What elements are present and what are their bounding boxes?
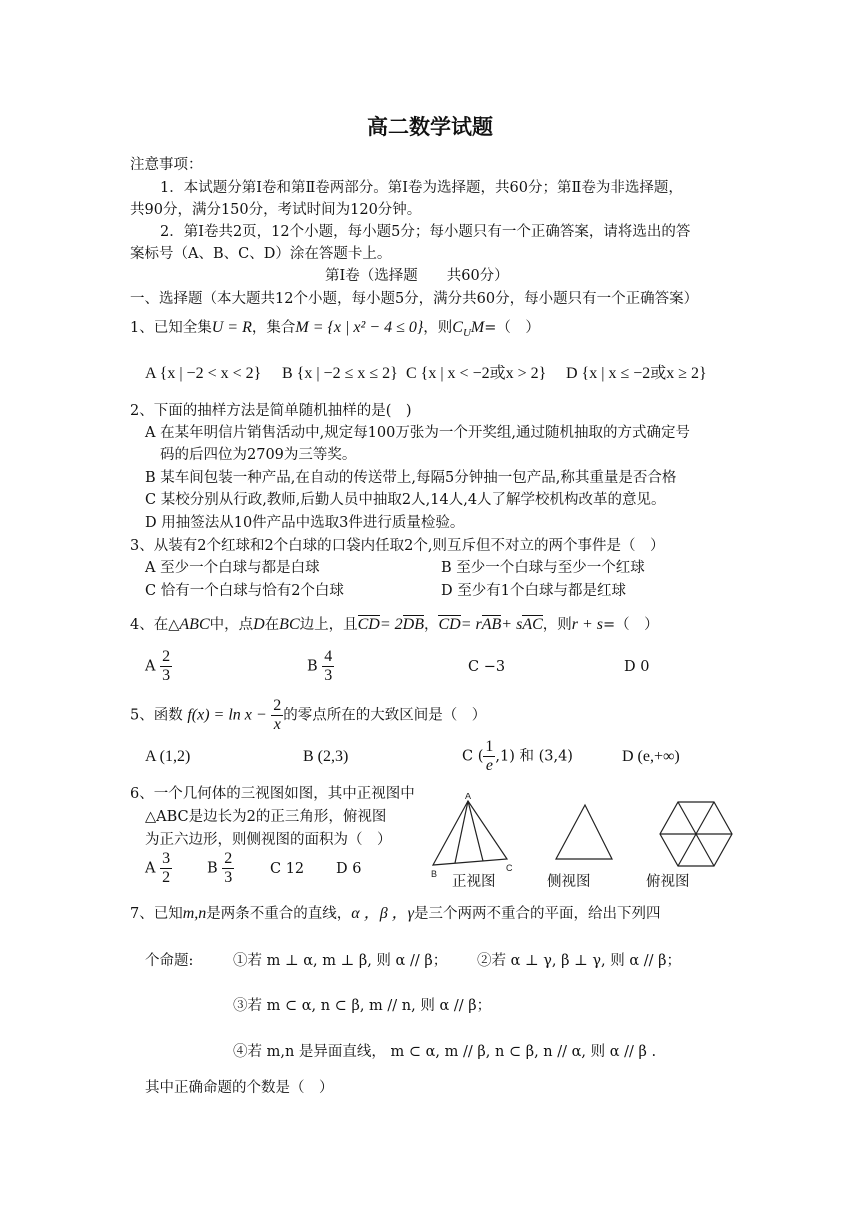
q4-bc: BC [279,616,300,633]
question-2-stem: 2、下面的抽样方法是简单随机抽样的是( ) [130,403,412,419]
q6-a-den: 2 [162,869,171,886]
q4-vec-cd2: CD [438,616,461,633]
q1-set-m: M = {x | x² − 4 ≤ 0} [295,319,424,336]
q4-t6: =（ ） [603,617,659,633]
q4-d: D [253,616,265,633]
notice-item-1-cont: 共90分，满分150分，考试时间为120分钟。 [130,202,422,218]
q6-option-a [145,850,172,887]
q5-c-label: C ( [462,748,484,765]
q5-option-c [462,738,573,775]
q7-t1: 7、已知 [130,906,183,922]
q7-propositions-label: 个命题: [145,953,194,969]
q4-a-num: 2 [162,648,171,665]
q5-den: x [273,716,281,733]
q5-c-den: e [485,757,493,774]
q2-option-a: A 在某年明信片销售活动中,规定每100万张为一个开奖组,通过随机抽取的方式确定号 [145,425,690,441]
q2-option-d: D 用抽签法从10件产品中选取3件进行质量检验。 [145,515,465,531]
front-view-diagram [433,801,507,865]
front-view-caption: 正视图 [452,874,496,890]
q6-a-label: A [145,860,156,877]
q6-option-b [207,850,234,887]
q5-num: 2 [273,697,282,714]
q4-t1: 4、在△ [130,617,180,633]
q1-complement: C [452,319,463,336]
question-3-stem: 3、从装有2个红球和2个白球的口袋内任取2个,则互斥但不对立的两个事件是（ ） [130,538,665,554]
q2-option-a-cont: 码的后四位为2709为三等奖。 [160,447,357,463]
q1-option-b: B {x | −2 ≤ x ≤ 2} [282,365,398,382]
q7-question: 其中正确命题的个数是（ ） [145,1080,334,1096]
q7-proposition-1: ①若 m ⊥ α, m ⊥ β, 则 α // β； [233,953,448,969]
q6-b-frac [222,850,234,887]
q7-proposition-4: ④若 m,n 是异面直线， m ⊂ α, m // β, n ⊂ β, n // α, 则 α // β . [233,1044,657,1060]
q6-a-num: 3 [162,850,171,867]
q1-option-c: C {x | x < −2或x > 2} [406,365,547,382]
q4-t5: ，则 [542,617,572,633]
q7-t3: 是三个两两不重合的平面，给出下列四 [413,906,661,922]
q4-plus: + s [501,616,523,633]
question-6-line-2: △ABC是边长为2的正三角形，俯视图 [145,809,387,825]
point-b-label: B [431,869,438,879]
q1-option-a: A {x | −2 < x < 2} [145,365,262,382]
q5-option-a: A (1,2) [145,748,191,765]
side-view-caption: 侧视图 [547,874,591,890]
q5-c-num: 1 [485,738,494,755]
q7-proposition-3: ③若 m ⊂ α, n ⊂ β, m // n, 则 α // β； [233,998,492,1014]
q6-a-frac [160,850,172,887]
question-5-stem [130,697,486,734]
section-heading: 一、选择题（本大题共12个小题，每小题5分，满分共60分，每小题只有一个正确答案） [130,291,699,307]
notice-item-2: 2．第Ⅰ卷共2页，12个小题，每小题5分；每小题只有一个正确答案，请将选出的答 [160,224,691,240]
q1-text-a: 1、已知全集 [130,320,212,336]
q1-text-g: =（ ） [484,320,540,336]
q1-option-d: D {x | x ≤ −2或x ≥ 2} [566,365,707,382]
q3-option-b: B 至少一个白球与至少一个红球 [441,560,645,576]
q4-option-a [145,648,172,685]
q4-t3: 在 [264,617,280,633]
q7-proposition-2: ②若 α ⊥ γ, β ⊥ γ, 则 α // β； [477,953,682,969]
q5-option-d: D (e,+∞) [622,748,680,765]
q7-planes: α ，β ，γ [351,905,414,922]
q4-vec-db: DB [402,616,424,633]
q5-c-frac [483,738,495,775]
q3-option-d: D 至少有1个白球与都是红球 [441,583,626,599]
q4-b-label: B [307,658,318,675]
question-4-stem [130,615,659,635]
q3-option-c: C 恰有一个白球与恰有2个白球 [145,583,344,599]
q2-option-c: C 某校分别从行政,教师,后勤人员中抽取2人,14人,4人了解学校机构改革的意见。 [145,492,666,508]
q4-eq2: = r [460,616,482,633]
q4-vec-ab: AB [481,616,502,633]
question-6-line-3: 为正六边形，则侧视图的面积为（ ） [145,832,392,848]
q2-option-b: B 某车间包装一种产品,在自动的传送带上,每隔5分钟抽一包产品,称其重量是否合格 [145,470,677,486]
q4-t4: 边上，且 [299,617,358,633]
point-c-label: C [506,863,513,873]
q3-option-a: A 至少一个白球与都是白球 [145,560,320,576]
q5-frac [271,697,283,734]
q4-vec-ac: AC [522,616,543,633]
q5-option-b: B (2,3) [303,748,349,765]
q1-universe: U = R [211,319,252,336]
q4-b-num: 4 [324,648,333,665]
q1-m: M [470,319,485,336]
q1-text-c: ，集合 [251,320,296,336]
notice-item-2-cont: 案标号（A、B、C、D）涂在答题卡上。 [130,246,392,262]
q4-b-frac [322,648,334,685]
q4-vec-cd: CD [357,616,380,633]
q4-option-b [307,648,334,685]
side-view-diagram [556,805,612,859]
q5-t2: 的零点所在的大致区间是（ ） [283,707,487,724]
point-a-label: A [465,793,472,801]
part1-title: 第Ⅰ卷（选择题 共60分） [325,268,509,284]
q4-eq1: = 2 [379,616,403,633]
q4-a-frac [160,648,172,685]
q7-t2: 是两条不重合的直线， [206,906,352,922]
q5-t1: 5、函数 [130,707,183,724]
q6-option-c: C 12 [270,861,305,877]
question-6-line-1: 6、一个几何体的三视图如图，其中正视图中 [130,786,415,802]
q4-b-den: 3 [324,667,333,684]
q4-a-label: A [145,658,156,675]
q6-option-d: D 6 [336,861,362,877]
q1-text-d: ，则 [423,320,453,336]
q4-abc: ABC [179,616,210,633]
page-title: 高二数学试题 [367,115,493,139]
question-7-stem [130,904,660,924]
q1-complement-sub: U [462,326,471,339]
q6-b-den: 3 [224,869,233,886]
question-1-stem [130,318,540,343]
q4-comma: ， [423,617,439,633]
q4-option-c: C −3 [468,659,506,675]
q4-t2: 中，点 [209,617,254,633]
q5-c-rest: ,1) 和 (3,4) [495,748,573,765]
q4-option-d: D 0 [624,659,650,675]
top-view-caption: 俯视图 [646,874,690,890]
notice-item-1: 1．本试题分第Ⅰ卷和第Ⅱ卷两部分。第Ⅰ卷为选择题，共60分；第Ⅱ卷为非选择题， [160,180,683,196]
q4-rs: r + s [571,616,604,633]
q6-b-num: 2 [224,850,233,867]
q5-function: f(x) = ln x − [187,706,267,724]
notice-heading: 注意事项： [130,157,203,173]
q6-b-label: B [207,860,218,877]
q7-lines: m,n [182,905,207,922]
q4-a-den: 3 [162,667,171,684]
top-view-diagram [660,802,732,866]
